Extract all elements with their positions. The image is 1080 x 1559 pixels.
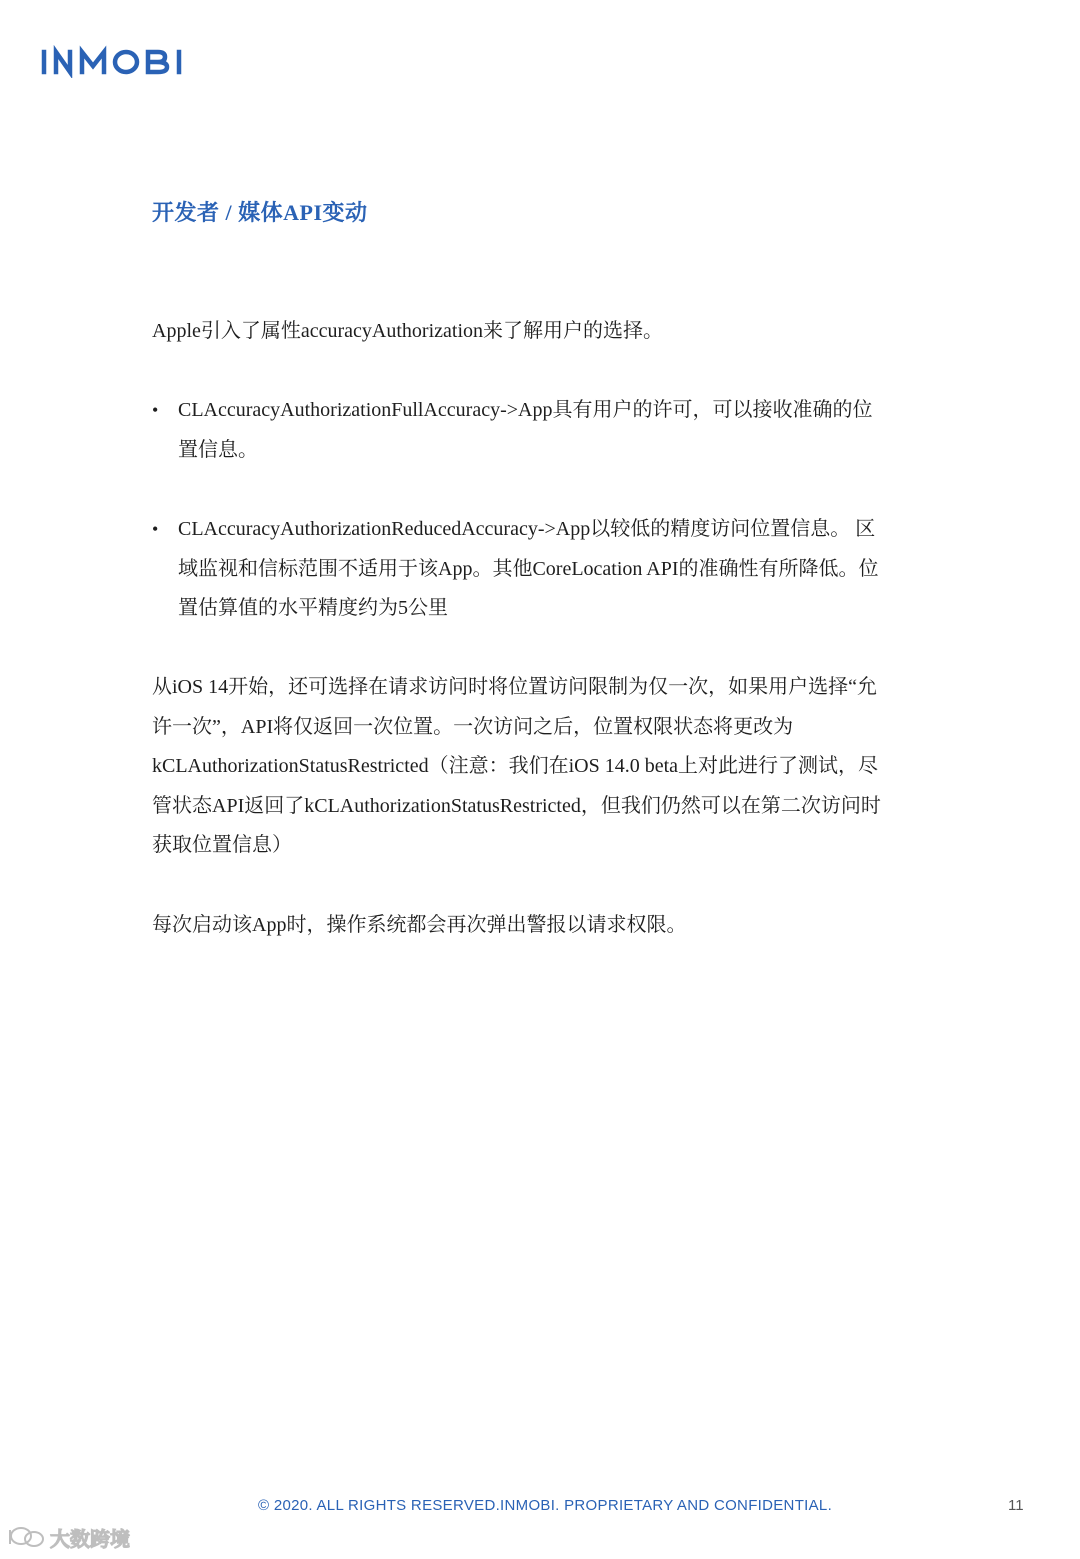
list-item-line: CLAccuracyAuthorizationReducedAccuracy->App以较低的精度访问位置信息。 区 bbox=[178, 518, 876, 540]
bullet-list bbox=[152, 391, 960, 470]
list-item bbox=[152, 510, 960, 629]
inmobi-logo bbox=[40, 44, 215, 78]
paragraph-line: 管状态API返回了kCLAuthorizationStatusRestricted，但我们仍然可以在第二次访问时 bbox=[152, 794, 881, 817]
paragraph-line: kCLAuthorizationStatusRestricted（注意：我们在iOS 14.0 beta上对此进行了测试，尽 bbox=[152, 755, 879, 777]
inmobi-logo-icon bbox=[40, 44, 215, 78]
copyright-footer: © 2020. ALL RIGHTS RESERVED.INMOBI. PROPRIETARY AND CONFIDENTIAL. bbox=[258, 1497, 833, 1514]
paragraph-line: 许一次”，API将仅返回一次位置。一次访问之后，位置权限状态将更改为 bbox=[152, 715, 794, 738]
page-number: 11 bbox=[1008, 1497, 1024, 1514]
watermark bbox=[8, 1522, 130, 1552]
list-item-line: 域监视和信标范围不适用于该App。其他CoreLocation API的准确性有所降低。位 bbox=[178, 557, 879, 580]
launch-paragraph: 每次启动该App时，操作系统都会再次弹出警报以请求权限。 bbox=[152, 914, 687, 936]
paragraph-line: 从iOS 14开始，还可选择在请求访问时将位置访问限制为仅一次，如果用户选择“允 bbox=[152, 676, 877, 698]
wechat-watermark-icon bbox=[8, 1524, 46, 1550]
list-item-line: 置估算值的水平精度约为5公里 bbox=[178, 597, 448, 619]
bullet-icon: • bbox=[152, 519, 159, 539]
section-title: 开发者 / 媒体API变动 bbox=[152, 200, 368, 225]
intro-paragraph: Apple引入了属性accuracyAuthorization来了解用户的选择。 bbox=[152, 320, 664, 342]
ios14-paragraph bbox=[152, 668, 960, 866]
bullet-list bbox=[152, 510, 960, 629]
bullet-icon: • bbox=[152, 400, 159, 420]
list-item-line: CLAccuracyAuthorizationFullAccuracy->App具有用户的许可，可以接收准确的位 bbox=[178, 399, 873, 421]
paragraph-line: 获取位置信息） bbox=[152, 834, 292, 856]
watermark-text: 大数跨境 bbox=[50, 1526, 130, 1551]
list-item-line: 置信息。 bbox=[178, 438, 258, 461]
list-item bbox=[152, 391, 960, 470]
